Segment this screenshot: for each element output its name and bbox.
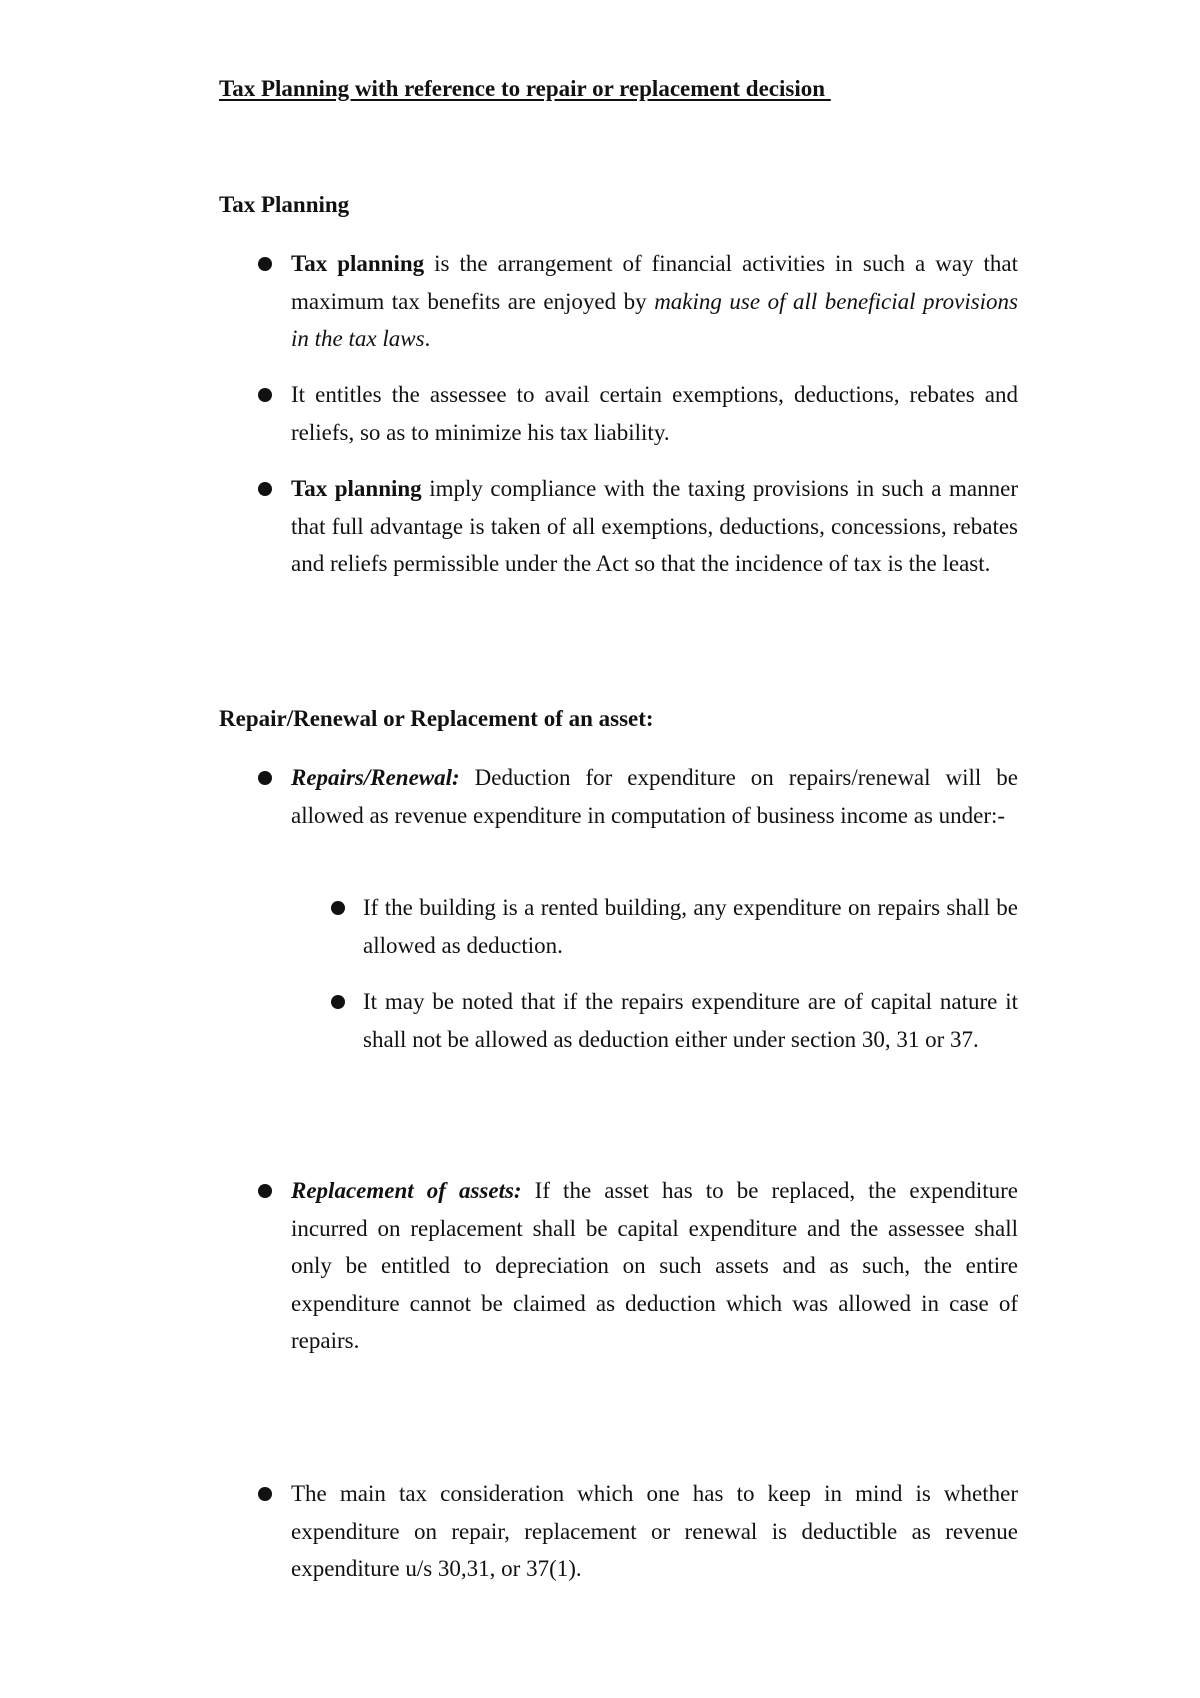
definition-text: is the arrangement of financial activities in such a way that maximum tax benefits are enjoyed by	[291, 251, 1018, 314]
compliance-text: imply compliance with the taxing provisions in such a manner that full advantage is taken of all exemptions, deductions, concessions, rebates and reliefs permissible under the Act so that the incidence of tax is the least.	[291, 476, 1018, 576]
sub-bullet-icon	[331, 995, 345, 1009]
section-heading-repair-replacement: Repair/Renewal or Replacement of an asset:	[219, 706, 654, 731]
definition-emphasis: making use of all beneficial provisions in the tax laws	[291, 288, 1018, 351]
section-heading-tax-planning: Tax Planning	[219, 192, 350, 217]
bullet-icon	[258, 482, 272, 496]
paragraph-repairs-renewal	[291, 759, 1018, 834]
term-repairs-renewal: Repairs/Renewal:	[291, 765, 460, 790]
paragraph-replacement-of-assets	[291, 1172, 1018, 1360]
definition-tail: .	[424, 326, 431, 351]
replacement-text: If the asset has to be replaced, the expenditure incurred on replacement shall be capital expenditure and the assessee shall only be entitled to depreciation on such assets and as such, the entire expenditure cannot be claimed as deduction which was allowed in case of repairs.	[291, 1178, 1018, 1353]
paragraph-capital-nature: It may be noted that if the repairs expenditure are of capital nature it shall not be allowed as deduction either under section 30, 31 or 37.	[363, 989, 1018, 1052]
bullet-icon	[258, 257, 272, 271]
term-tax-planning: Tax planning	[291, 251, 425, 276]
bullet-icon	[258, 771, 272, 785]
term-replacement-of-assets: Replacement of assets:	[291, 1178, 522, 1203]
paragraph-compliance	[291, 470, 1018, 583]
paragraph-entitlement: It entitles the assessee to avail certain exemptions, deductions, rebates and reliefs, so as to minimize his tax liability.	[291, 382, 1018, 445]
bullet-icon	[258, 1487, 272, 1501]
paragraph-main-consideration: The main tax consideration which one has to keep in mind is whether expenditure on repair, replacement or renewal is deductible as revenue expenditure u/s 30,31, or 37(1).	[291, 1481, 1018, 1581]
bullet-icon	[258, 388, 272, 402]
document-title: Tax Planning with reference to repair or replacement decision	[219, 76, 831, 101]
bullet-icon	[258, 1184, 272, 1198]
sub-bullet-icon	[331, 901, 345, 915]
term-tax-planning: Tax planning	[291, 476, 422, 501]
paragraph-tax-planning-definition	[291, 245, 1018, 358]
paragraph-rented-building: If the building is a rented building, any expenditure on repairs shall be allowed as deduction.	[363, 895, 1018, 958]
repairs-text: Deduction for expenditure on repairs/renewal will be allowed as revenue expenditure in computation of business income as under:-	[291, 765, 1018, 828]
